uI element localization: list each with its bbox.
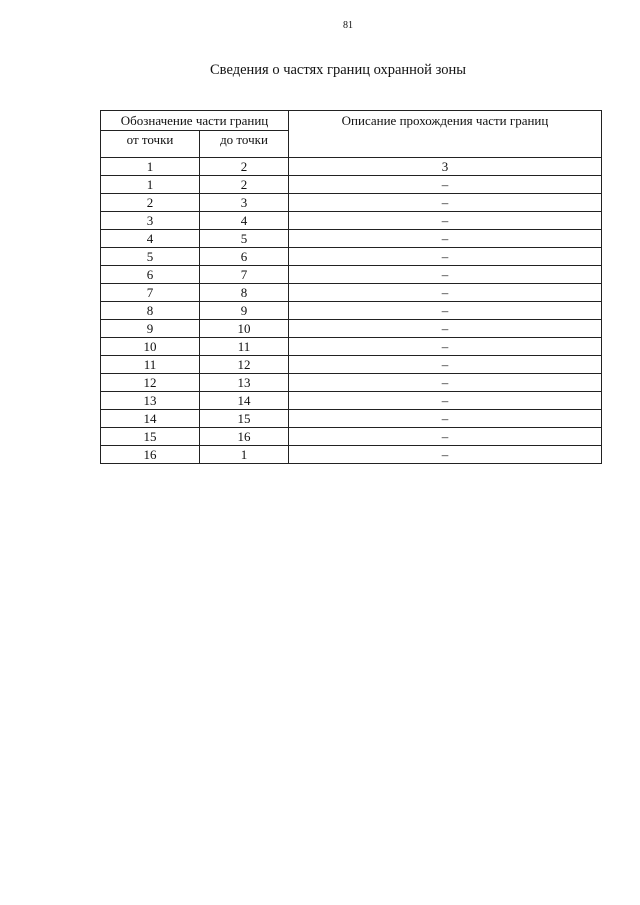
document-title: Сведения о частях границ охранной зоны [210,62,466,78]
to-point-cell: 12 [200,356,289,374]
description-cell: – [289,428,602,446]
header-to-point: до точки [200,131,289,158]
to-point-cell: 5 [200,230,289,248]
from-point-cell: 12 [101,374,200,392]
from-point-cell: 11 [101,356,200,374]
table-index-row [101,158,602,176]
to-point-cell: 3 [200,194,289,212]
description-cell: – [289,266,602,284]
to-point-cell: 9 [200,302,289,320]
table-row [101,176,602,194]
table-row [101,338,602,356]
to-point-cell: 1 [200,446,289,464]
table-row [101,248,602,266]
to-point-cell: 13 [200,374,289,392]
header-from-point: от точки [101,131,200,158]
from-point-cell: 9 [101,320,200,338]
description-cell: – [289,230,602,248]
from-point-cell: 8 [101,302,200,320]
to-point-cell: 2 [200,176,289,194]
from-point-cell: 2 [101,194,200,212]
from-point-cell: 13 [101,392,200,410]
table-row [101,212,602,230]
from-point-cell: 14 [101,410,200,428]
to-point-cell: 10 [200,320,289,338]
table-row [101,320,602,338]
table-row [101,410,602,428]
description-cell: – [289,176,602,194]
to-point-cell: 14 [200,392,289,410]
table-row [101,356,602,374]
from-point-cell: 10 [101,338,200,356]
header-description: Описание прохождения части границ [289,111,602,158]
table-row [101,374,602,392]
header-boundary-designation: Обозначение части границ [101,111,289,131]
description-cell: – [289,284,602,302]
description-cell: – [289,212,602,230]
description-cell: – [289,356,602,374]
table-row [101,428,602,446]
to-point-cell: 6 [200,248,289,266]
table-row [101,284,602,302]
table-row [101,230,602,248]
from-point-cell: 3 [101,212,200,230]
table-row [101,194,602,212]
to-point-cell: 15 [200,410,289,428]
description-cell: – [289,302,602,320]
description-cell: – [289,392,602,410]
description-cell: – [289,374,602,392]
from-point-cell: 16 [101,446,200,464]
table-row [101,446,602,464]
index-cell: 3 [289,158,602,176]
from-point-cell: 15 [101,428,200,446]
table-row [101,392,602,410]
to-point-cell: 4 [200,212,289,230]
page-number: 81 [343,20,353,31]
table-row [101,302,602,320]
index-cell: 1 [101,158,200,176]
from-point-cell: 1 [101,176,200,194]
to-point-cell: 16 [200,428,289,446]
description-cell: – [289,320,602,338]
table-body [101,176,602,464]
description-cell: – [289,410,602,428]
table-row [101,266,602,284]
from-point-cell: 7 [101,284,200,302]
to-point-cell: 8 [200,284,289,302]
from-point-cell: 5 [101,248,200,266]
description-cell: – [289,194,602,212]
to-point-cell: 11 [200,338,289,356]
from-point-cell: 6 [101,266,200,284]
description-cell: – [289,338,602,356]
to-point-cell: 7 [200,266,289,284]
description-cell: – [289,446,602,464]
description-cell: – [289,248,602,266]
from-point-cell: 4 [101,230,200,248]
table-header-row [101,111,602,131]
index-cell: 2 [200,158,289,176]
boundary-parts-table [100,110,602,464]
